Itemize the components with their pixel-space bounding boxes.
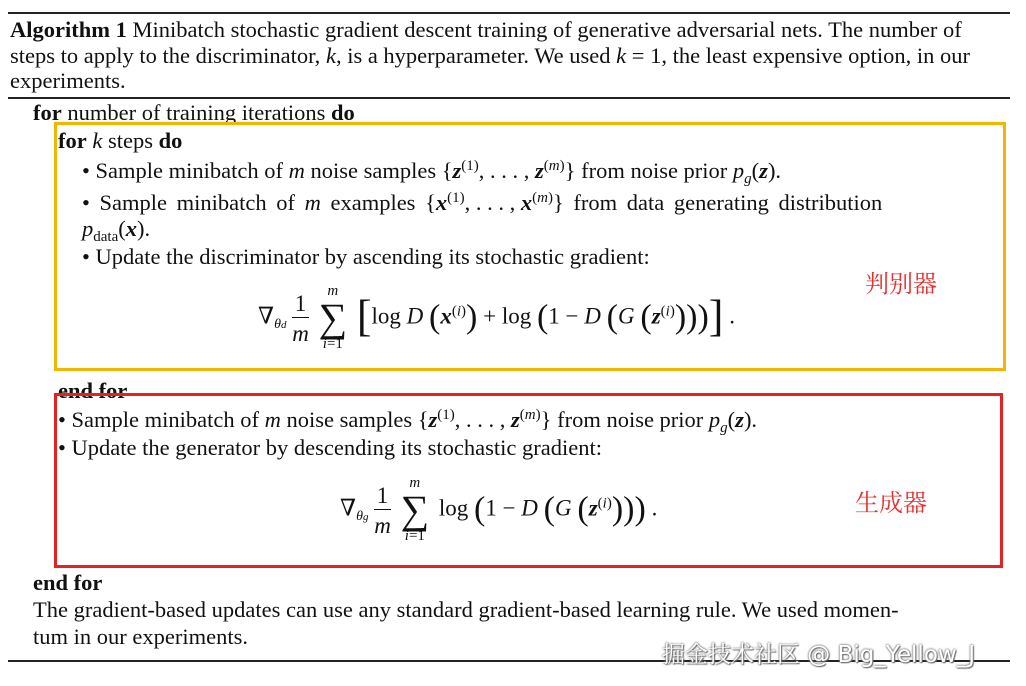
disc-step-update xyxy=(82,244,650,270)
step-text: noise samples xyxy=(304,158,442,183)
outer-end-for: end for xyxy=(33,570,103,595)
watermark: 掘金技术社区 @ Big_Yellow_J xyxy=(662,642,975,668)
math-k: k xyxy=(92,128,103,153)
generator-annotation: 生成器 xyxy=(855,489,927,517)
noise-set-math: {$z^{(1)}$, . . . , $z^{(m)}$} xyxy=(441,158,576,183)
step-text: • Sample minibatch of xyxy=(82,190,305,215)
footer-line2: tum in our experiments. xyxy=(33,624,248,649)
caption-text: , is a hyperparameter. We used xyxy=(335,43,617,68)
caption-text: experiments. xyxy=(10,68,126,93)
example-set-math: {$x^{(1)}$, . . . , $x^{(m)}$} xyxy=(425,190,564,215)
caption-rule xyxy=(8,97,1010,99)
step-text: noise samples xyxy=(280,407,418,432)
math-m: m xyxy=(264,407,281,432)
loop-text: steps xyxy=(107,128,153,153)
keyword-for: for xyxy=(58,128,87,153)
disc-step-noise xyxy=(82,158,782,187)
step-text: • Sample minibatch of xyxy=(58,407,265,432)
algorithm-label: Algorithm 1 xyxy=(10,17,127,42)
caption-text: steps to apply to the discriminator, xyxy=(10,43,326,68)
footer-line1: The gradient-based updates can use any standard gradient-based learning rule. We used momen- xyxy=(33,597,899,622)
gen-step-noise xyxy=(58,407,758,436)
data-distribution-math: $p_{data}(x)$. xyxy=(82,216,151,245)
math-k: k xyxy=(616,43,627,68)
keyword-for: for xyxy=(33,100,62,125)
step-text: from noise prior xyxy=(551,407,709,432)
gen-step-update xyxy=(58,435,602,461)
math-eq: = 1 xyxy=(626,43,662,68)
noise-prior-math: $p_g(z)$. xyxy=(732,158,782,187)
loop-text: number of training iterations xyxy=(67,100,326,125)
keyword-do: do xyxy=(158,128,183,153)
algorithm-caption-line2 xyxy=(10,43,970,69)
keyword-do: do xyxy=(331,100,355,125)
generator-gradient-equation: $\nabla_{\theta g}$ $\frac{1}{m}$ m ∑ i=1 log (1 − D (G $(z^{(i)})$)) . xyxy=(340,475,658,544)
step-text: • Update the discriminator by ascending its stochastic gradient: xyxy=(82,244,650,269)
math-m: m xyxy=(304,190,321,215)
discriminator-annotation: 判别器 xyxy=(865,270,937,298)
step-text: • Sample minibatch of xyxy=(82,158,289,183)
noise-set-math: {$z^{(1)}$, . . . , $z^{(m)}$} xyxy=(417,407,552,432)
noise-prior-math: $p_g(z)$. xyxy=(708,407,758,436)
math-k: k xyxy=(325,43,336,68)
algorithm-caption-line3 xyxy=(10,68,126,94)
step-text: from noise prior xyxy=(575,158,733,183)
top-rule xyxy=(8,12,1010,14)
discriminator-gradient-equation: $\nabla_{\theta d}$ $\frac{1}{m}$ m ∑ i=1 [log D $(x^{(i)}) + \log (1 - D$ (G $(z^{(i)})$))] . xyxy=(258,283,735,352)
step-text: • Update the generator by descending its stochastic gradient: xyxy=(58,435,602,460)
caption-text: Minibatch stochastic gradient descent training of generative adversarial nets. The number of xyxy=(132,17,962,42)
inner-for-line xyxy=(58,128,182,154)
disc-step-examples xyxy=(82,190,882,216)
step-text: examples xyxy=(320,190,426,215)
disc-step-examples-cont xyxy=(82,216,151,245)
caption-text: , the least expensive option, in our xyxy=(661,43,971,68)
math-m: m xyxy=(288,158,305,183)
algorithm-caption-line1 xyxy=(10,17,962,43)
inner-end-for: end for xyxy=(58,378,128,403)
step-text: from data generating distribution xyxy=(563,190,883,215)
